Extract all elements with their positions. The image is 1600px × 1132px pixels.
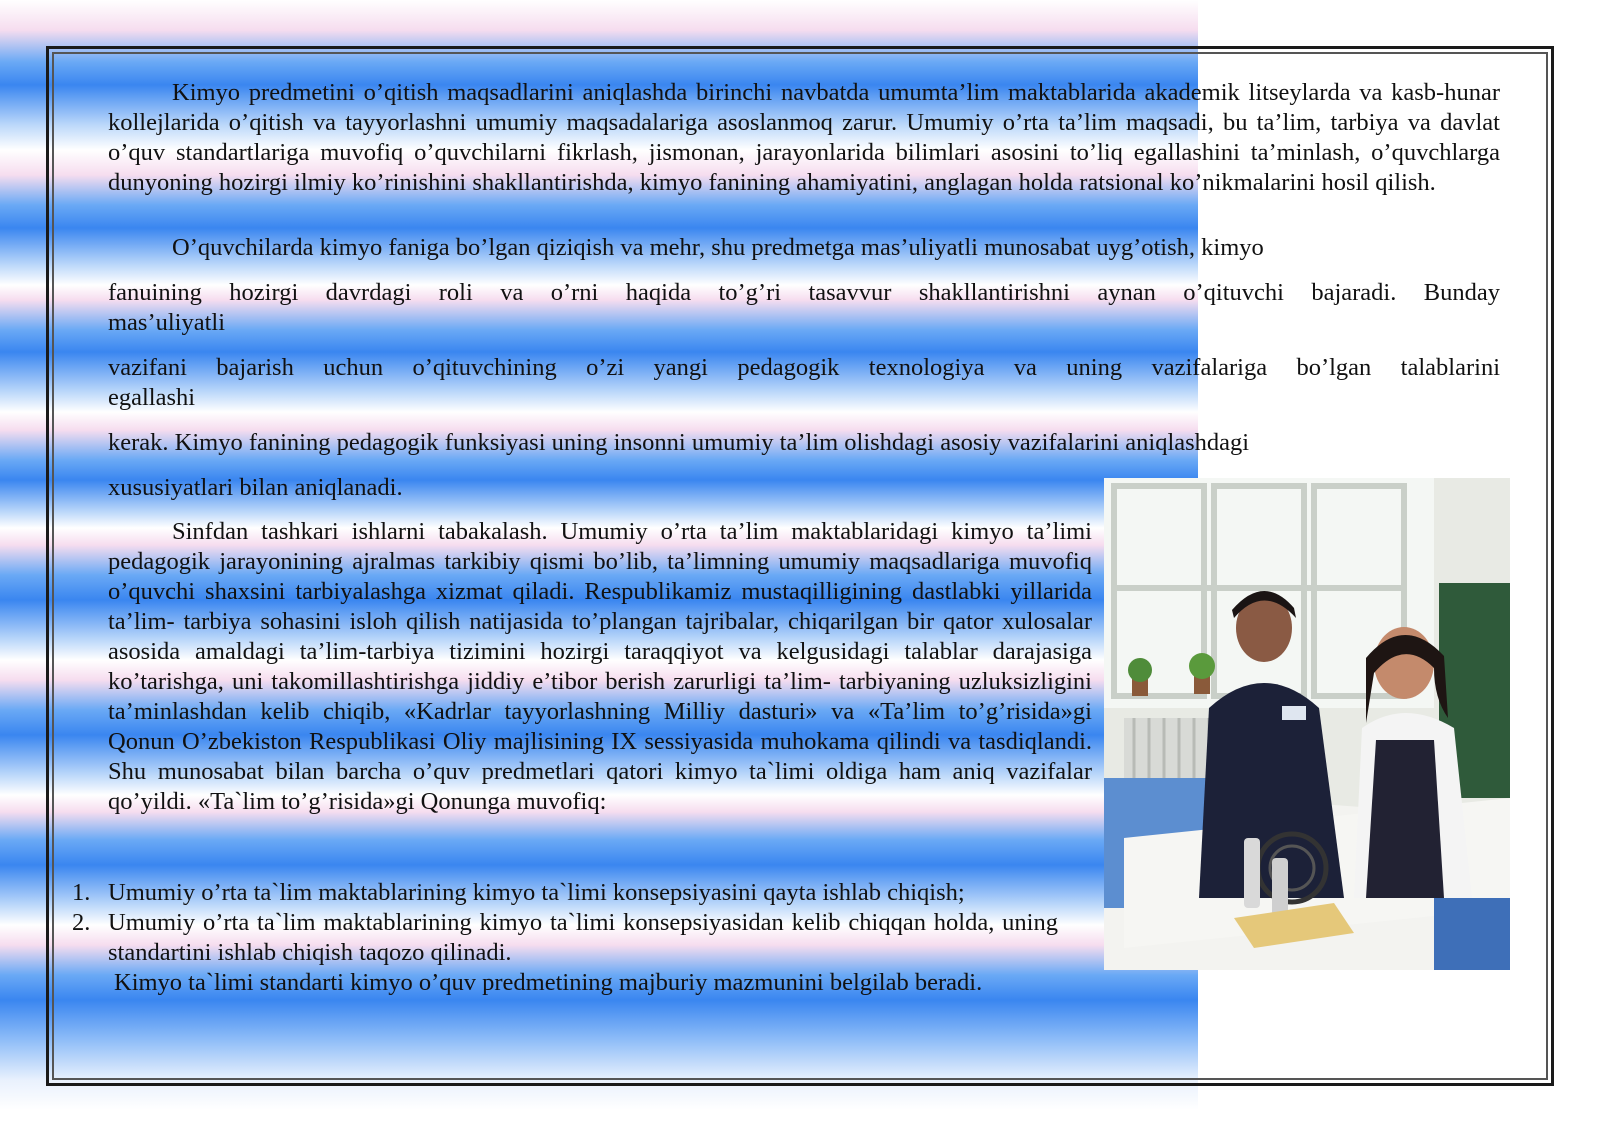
list-item-number: 2. — [72, 909, 91, 936]
paragraph-teacher-role-cont: mas’uliyatli — [108, 309, 226, 336]
paragraph-teacher-tasks: vazifani bajarish uchun o’qituvchining o’zi yangi pedagogik texnologiya va uning vazifalariga bo’lgan talablarini — [108, 354, 1500, 381]
paragraph-teacher-tasks-cont: egallashi — [108, 384, 196, 411]
paragraph-standard: Kimyo ta`limi standarti kimyo o’quv predmetining majburiy mazmunini belgilab beradi. — [114, 969, 983, 996]
classroom-photo — [1104, 478, 1510, 970]
list-item-text: Umumiy o’rta ta`lim maktablarining kimyo ta`limi konsepsiyasini qayta ishlab chiqish; — [108, 879, 965, 906]
list-item-number: 1. — [72, 879, 91, 906]
paragraph-interest: O’quvchilarda kimyo faniga bo’lgan qiziqish va mehr, shu predmetga mas’uliyatli munosabat uyg’otish, kimyo — [172, 234, 1264, 261]
paragraph-extracurricular: Sinfdan tashkari ishlarni tabakalash. Umumiy o’rta ta’lim maktablaridagi kimyo ta’limi pedagogik jarayonining ajralmas tarkibiy qismi bo’lib, ta’limning umumiy maqsadlariga muvofiq o’quvchi shaxsini tarbiyalashga xizmat qiladi. Respublikamiz mustaqilligining dastlabki yillarida ta’lim- tarbiya sohasini isloh qilish natijasida to’plangan tajribalar, chiqarilgan bir qator xulosalar asosida amaldagi ta’lim-tarbiya tizimini hozirgi taraqqiyot va kelgusidagi talablar darajasiga ko’tarishga, uni takomillashtirishga jiddiy e’tibor berish zarurligi ta’lim- tarbiyaning uzluksizligini ta’minlashdan kelib chiqib, «Kadrlar tayyorlashning Milliy dasturi» va «Ta’lim to’g’risida»gi Qonun O’zbekiston Respublikasi Oliy majlisining IX sessiyasida muhokama qilindi va tasdiqlandi. Shu munosabat bilan barcha o’quv predmetlari qatori kimyo ta`limi oldiga ham aniq vazifalar qo’yildi. «Ta`lim to’g’risida»gi Qonunga muvofiq: — [108, 518, 1092, 815]
paragraph-goals: Kimyo predmetini o’qitish maqsadlarini aniqlashda birinchi navbatda umumta’lim maktablarida akademik litseylarda va kasb-hunar kollejlarida o’qitish va tayyorlashni umumiy maqsadalariga asoslanmoq zarur. Umumiy o’rta ta’lim maqsadi, bu ta’lim, tarbiya va davlat o’quv standartlariga muvofiq o’quvchilarni fikrlash, jismonan, jarayonlarida bilimlari asosini to’liq egallashini ta’minlash, o’quvchlarga dunyoning hozirgi ilmiy ko’rinishini shakllantirishda, kimyo fanining ahamiyatini, anglagan holda ratsional ko’nikmalarini hosil qilish. — [108, 79, 1500, 196]
list-item-text: Umumiy o’rta ta`lim maktablarining kimyo ta`limi konsepsiyasidan kelib chiqqan holda, uning standartini ishlab chiqish taqozo qilinadi. — [108, 909, 1058, 966]
paragraph-pedagogic-function: kerak. Kimyo fanining pedagogik funksiyasi uning insonni umumiy ta’lim olishdagi asosiy vazifalarini aniqlashdagi — [108, 429, 1250, 456]
classroom-photo-illustration — [1104, 478, 1510, 970]
paragraph-features: xususiyatlari bilan aniqlanadi. — [108, 474, 403, 501]
paragraph-teacher-role: fanuining hozirgi davrdagi roli va o’rni haqida to’g’ri tasavvur shakllantirishni aynan o’qituvchi bajaradi. Bunday — [108, 279, 1500, 306]
